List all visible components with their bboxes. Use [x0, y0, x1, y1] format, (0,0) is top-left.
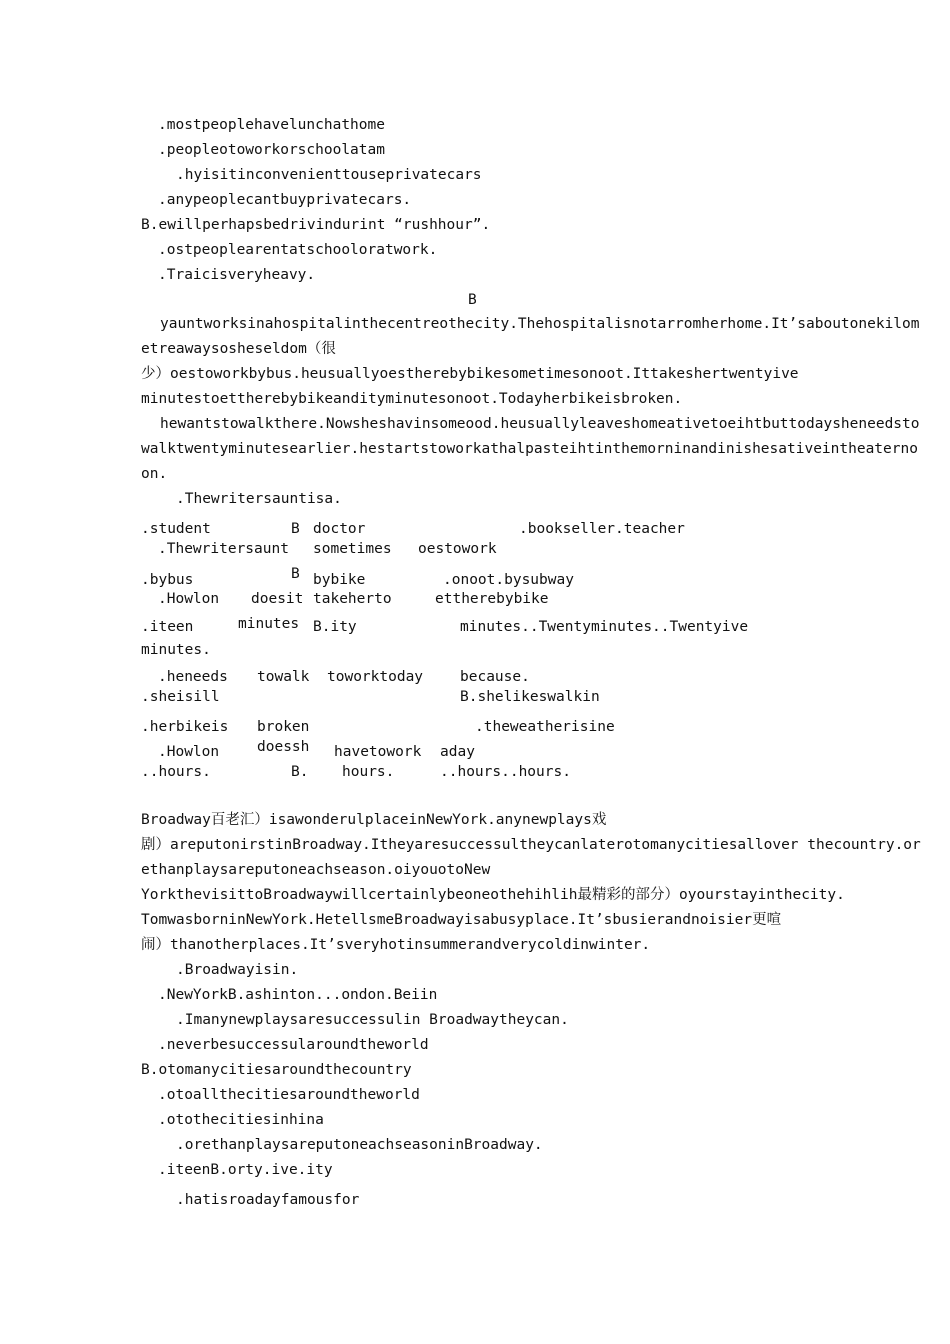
question-stem: .Howlon: [158, 744, 220, 760]
passage-line: Broadway百老汇）isawonderulplaceinNewYork.anynewplays戏: [141, 812, 607, 828]
question-stem: .Howlon: [158, 591, 220, 607]
option-d: ..hours..hours.: [440, 764, 571, 780]
question-stem: havetowork: [334, 744, 422, 760]
option-b: B: [291, 521, 300, 537]
option-line: .iteenB.orty.ive.ity: [158, 1162, 333, 1178]
option-b: B.: [291, 764, 309, 780]
option-c: hours.: [342, 764, 395, 780]
option-line: .peopleotoworkorschoolatam: [158, 142, 385, 158]
question-stem: doessh: [257, 739, 310, 755]
option-line: .Traicisveryheavy.: [158, 267, 316, 283]
option-d: minutes..Twentyminutes..Twentyive: [460, 619, 749, 635]
option-c: B.ity: [313, 619, 357, 635]
passage-line: walktwentyminutesearlier.hestartstoworkathalpasteihtinthemorninandinishesativeintheaterno: [141, 441, 918, 457]
passage-line: yauntworksinahospitalinthecentreothecity.Thehospitalisnotarromherhome.It’saboutonekilom: [160, 316, 920, 332]
option-a: .sheisill: [141, 689, 220, 705]
question-stem: .orethanplaysareputoneachseasoninBroadway.: [176, 1137, 543, 1153]
option-a: ..hours.: [141, 764, 211, 780]
passage-line: 少）oestoworkbybus.heusuallyoestherebybikesometimesonoot.Ittakeshertwentyive: [141, 366, 799, 382]
option-b: B.shelikeswalkin: [460, 689, 600, 705]
question-stem: toworktoday: [327, 669, 424, 685]
passage-line: 闹）thanotherplaces.It’sveryhotinsummerandverycoldinwinter.: [141, 937, 651, 953]
option-line: .otothecitiesinhina: [158, 1112, 324, 1128]
option-b: minutes: [238, 616, 300, 632]
question-stem: aday: [440, 744, 475, 760]
option-a: .iteen: [141, 619, 194, 635]
option-c: doctor: [313, 521, 366, 537]
option-c: bybike: [313, 572, 366, 588]
question-stem: .heneeds: [158, 669, 228, 685]
passage-line: 剧）areputonirstinBroadway.Itheyaresuccessultheycanlaterotomanycitiesallover thecountry.or: [141, 837, 921, 853]
passage-line: hewantstowalkthere.Nowsheshavinsomeood.heusuallyleaveshomeativetoeihtbuttodaysheneedsto: [160, 416, 920, 432]
passage-line: TomwasborninNewYork.HetellsmeBroadwayisabusyplace.It’sbusierandnoisier更喧: [141, 912, 782, 928]
passage-line: ethanplaysareputoneachseason.oiyouotoNew: [141, 862, 491, 878]
passage-line: etreawaysosheseldom（很: [141, 341, 336, 357]
question-stem: oestowork: [418, 541, 497, 557]
option-d: .theweatherisine: [475, 719, 615, 735]
option-line: B.otomanycitiesaroundthecountry: [141, 1062, 412, 1078]
option-line: .neverbesuccessularoundtheworld: [158, 1037, 429, 1053]
question-stem: .Thewritersauntisa.: [176, 491, 342, 507]
option-line: .otoallthecitiesaroundtheworld: [158, 1087, 420, 1103]
question-stem: takeherto: [313, 591, 392, 607]
option-b: B: [291, 566, 300, 582]
option-c: .herbikeis: [141, 719, 229, 735]
option-line: .mostpeoplehavelunchathome: [158, 117, 385, 133]
question-stem: towalk: [257, 669, 310, 685]
option-line: B.ewillperhapsbedrivindurint “rushhour”.: [141, 217, 491, 233]
option-line: .ostpeoplearentatschooloratwork.: [158, 242, 438, 258]
option-a: .bybus: [141, 572, 194, 588]
question-stem: .Broadwayisin.: [176, 962, 299, 978]
question-stem: doesit: [251, 591, 304, 607]
question-stem: .Thewritersaunt: [158, 541, 289, 557]
option-line: .anypeoplecantbuyprivatecars.: [158, 192, 412, 208]
option-a: .student: [141, 521, 211, 537]
option-d: .bookseller.teacher: [519, 521, 685, 537]
option-continuation: minutes.: [141, 642, 211, 658]
question-stem: .Imanynewplaysaresuccessulin Broadwaytheycan.: [176, 1012, 569, 1028]
question-line: .hyisitinconvenienttouseprivatecars: [176, 167, 482, 183]
option-line: .NewYorkB.ashinton...ondon.Beiin: [158, 987, 438, 1003]
passage-line: minutestoettherebybikeandityminutesonoot.Todayherbikeisbroken.: [141, 391, 683, 407]
passage-line: YorkthevisittoBroadwaywillcertainlybeoneothehihlih最精彩的部分）oyourstayinthecity.: [141, 887, 845, 903]
passage-line: on.: [141, 466, 168, 482]
option-c-cont: broken: [257, 719, 310, 735]
question-stem: sometimes: [313, 541, 392, 557]
section-heading: B: [468, 292, 477, 308]
option-d: .onoot.bysubway: [443, 572, 574, 588]
question-stem: .hatisroadayfamousfor: [176, 1192, 360, 1208]
question-stem: because.: [460, 669, 530, 685]
question-stem: ettherebybike: [435, 591, 549, 607]
